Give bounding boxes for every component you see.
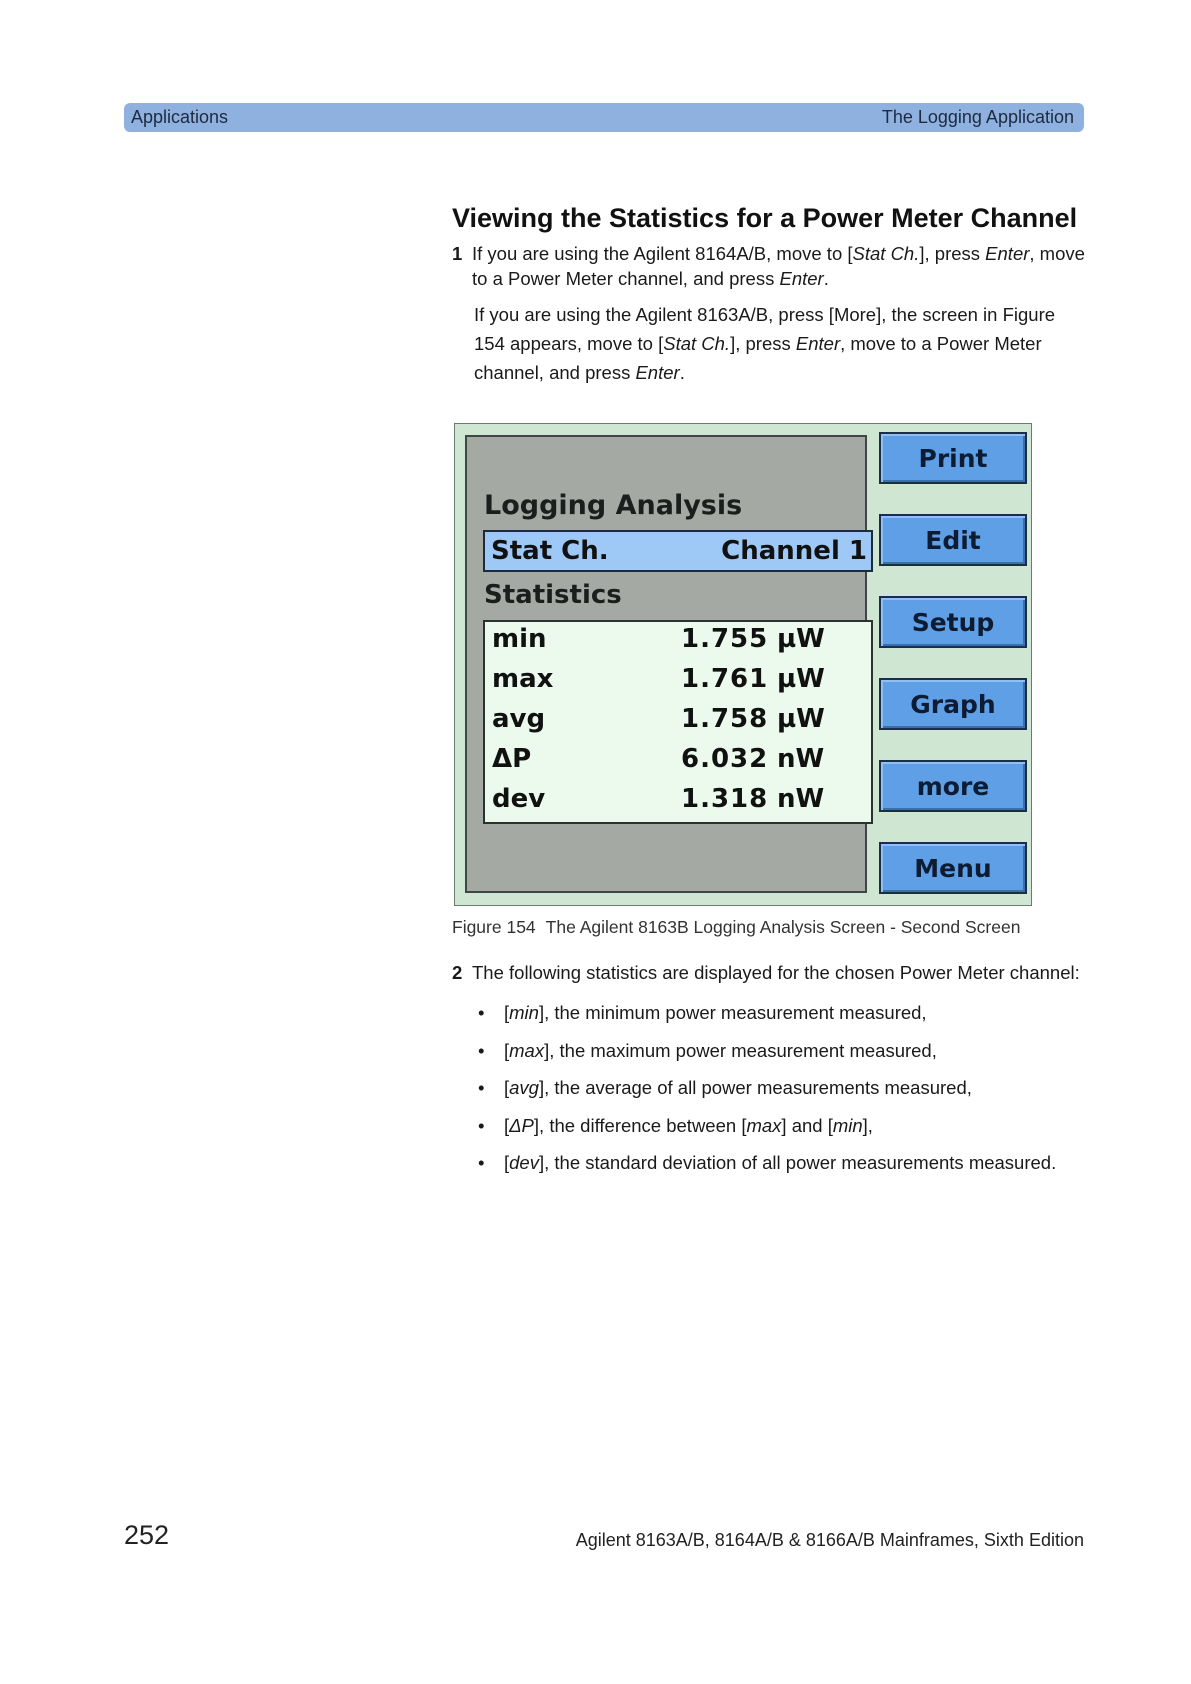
- screen-title: Logging Analysis: [484, 490, 743, 521]
- step-2: [452, 960, 1092, 985]
- stat-channel-label: Stat Ch.: [491, 536, 609, 566]
- edit-button[interactable]: Edit: [879, 514, 1027, 566]
- section-title: Viewing the Statistics for a Power Meter Channel: [452, 203, 1078, 233]
- running-header: [124, 103, 1084, 132]
- statistics-list: [474, 1000, 1094, 1188]
- graph-button[interactable]: Graph: [879, 678, 1027, 730]
- list-item: • [avg], the average of all power measurements measured,: [478, 1077, 972, 1098]
- step-text: If you are using the Agilent 8164A/B, move to [Stat Ch.], press Enter, move to a Power Meter channel, and press Enter.: [472, 243, 1085, 289]
- stat-row-max: max 1.761 µW: [492, 664, 825, 694]
- step-1-alternative: If you are using the Agilent 8163A/B, press [More], the screen in Figure 154 appears, move to [Stat Ch.], press Enter, move to a Power Meter channel, and press Enter.: [474, 304, 1056, 383]
- stat-channel-selector[interactable]: [483, 530, 873, 572]
- step-number: 2: [452, 962, 463, 983]
- figure-caption: [452, 917, 1020, 938]
- more-button[interactable]: more: [879, 760, 1027, 812]
- header-section-label: Applications: [131, 107, 229, 127]
- list-item: • [ΔP], the difference between [max] and [min],: [478, 1114, 873, 1136]
- figure-number: Figure 154: [452, 917, 536, 937]
- header-chapter-label: The Logging Application: [881, 107, 1074, 127]
- figure-caption-text: The Agilent 8163B Logging Analysis Screen - Second Screen: [545, 917, 1021, 937]
- statistics-heading: Statistics: [484, 580, 622, 610]
- step-text: The following statistics are displayed for the chosen Power Meter channel:: [472, 962, 1080, 983]
- print-button[interactable]: Print: [879, 432, 1027, 484]
- stat-row-delta-p: ΔP 6.032 nW: [492, 744, 825, 774]
- list-item: • [dev], the standard deviation of all power measurements measured.: [478, 1152, 1057, 1173]
- stat-row-min: min 1.755 µW: [492, 624, 825, 654]
- step-number: 1: [452, 243, 463, 264]
- stat-row-avg: avg 1.758 µW: [492, 704, 825, 734]
- page-number: 252: [124, 1520, 170, 1550]
- setup-button[interactable]: Setup: [879, 596, 1027, 648]
- footer-title: Agilent 8163A/B, 8164A/B & 8166A/B Mainframes, Sixth Edition: [575, 1530, 1084, 1550]
- statistics-table: [483, 620, 873, 824]
- stat-row-dev: dev 1.318 nW: [492, 784, 825, 814]
- logging-analysis-screen: [454, 423, 1032, 906]
- list-item: • [min], the minimum power measurement measured,: [478, 1002, 927, 1023]
- screen-main-panel: [465, 435, 867, 893]
- stat-channel-value: Channel 1: [721, 536, 867, 566]
- list-item: • [max], the maximum power measurement measured,: [478, 1039, 937, 1061]
- menu-button[interactable]: Menu: [879, 842, 1027, 894]
- step-1: [452, 241, 1092, 291]
